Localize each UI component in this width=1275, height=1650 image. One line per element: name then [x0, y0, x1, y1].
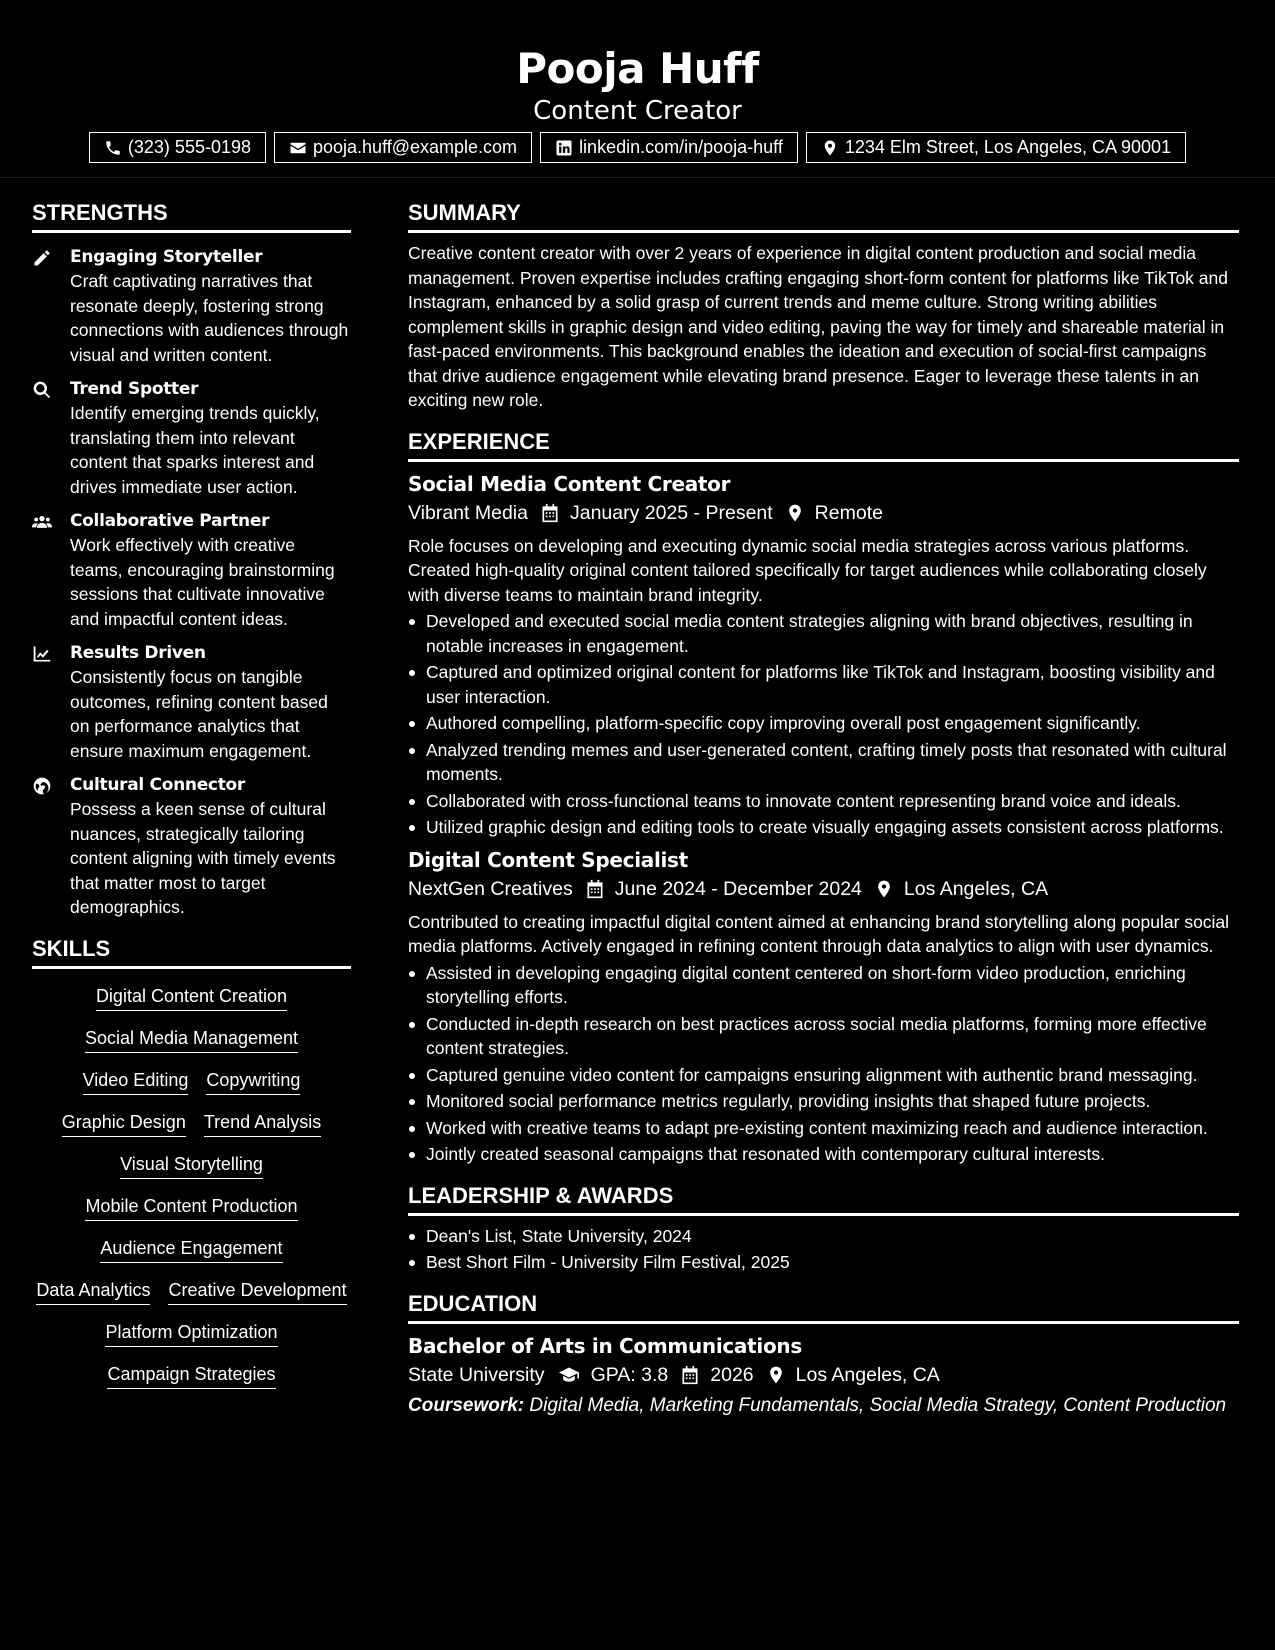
contact-linkedin[interactable]: linkedin.com/in/pooja-huff	[540, 132, 798, 163]
chart-line-icon	[32, 644, 52, 664]
skill-tag: Mobile Content Production	[85, 1193, 297, 1221]
coursework	[408, 1394, 1239, 1419]
strength-desc: Identify emerging trends quickly, translating them into relevant content that sparks interest and drives immediate user action.	[70, 403, 320, 497]
degree-title: Bachelor of Arts in Communications	[408, 1333, 802, 1358]
skill-tag: Copywriting	[206, 1067, 300, 1095]
education-heading: EDUCATION	[408, 1289, 1239, 1324]
list-item: Utilized graphic design and editing tools to create visually engaging assets consistent across platforms.	[408, 815, 1239, 840]
strength-item	[32, 377, 351, 499]
list-item: Dean's List, State University, 2024	[408, 1224, 1239, 1249]
strength-title: Engaging Storyteller	[70, 247, 263, 267]
job-bullets	[408, 961, 1239, 1167]
candidate-name: Pooja Huff	[516, 44, 759, 93]
skills-list	[32, 983, 351, 1389]
strength-item	[32, 509, 351, 631]
users-icon	[32, 512, 52, 532]
right-column	[408, 198, 1239, 1418]
candidate-title: Content Creator	[533, 96, 742, 126]
graduation-cap-icon	[557, 1365, 581, 1385]
coursework-list: Digital Media, Marketing Fundamentals, Social Media Strategy, Content Production	[529, 1394, 1227, 1416]
resume-header	[0, 0, 1275, 178]
strength-desc: Work effectively with creative teams, encouraging brainstorming sessions that cultivate innovative and impactful content ideas.	[70, 535, 335, 629]
list-item: Analyzed trending memes and user-generated content, crafting timely posts that resonated with cultural moments.	[408, 738, 1239, 787]
job-title: Social Media Content Creator	[408, 471, 731, 496]
contact-email[interactable]: pooja.huff@example.com	[274, 132, 532, 163]
skill-tag: Data Analytics	[36, 1277, 150, 1305]
skill-tag: Campaign Strategies	[107, 1361, 275, 1389]
leadership-heading: LEADERSHIP & AWARDS	[408, 1181, 1239, 1216]
skill-tag: Visual Storytelling	[120, 1151, 263, 1179]
contact-phone[interactable]: (323) 555-0198	[89, 132, 266, 163]
envelope-icon	[289, 139, 307, 157]
job-meta	[408, 874, 1239, 904]
globe-icon	[32, 776, 52, 796]
summary-heading: SUMMARY	[408, 198, 1239, 233]
job-entry	[408, 846, 1239, 1167]
list-item: Jointly created seasonal campaigns that resonated with contemporary cultural interests.	[408, 1142, 1239, 1167]
list-item: Captured genuine video content for campaigns ensuring alignment with authentic brand messaging.	[408, 1063, 1239, 1088]
skill-tag: Trend Analysis	[204, 1109, 321, 1137]
skill-tag: Audience Engagement	[100, 1235, 282, 1263]
strength-item	[32, 773, 351, 920]
strength-item	[32, 641, 351, 763]
school-name: State University	[408, 1363, 545, 1386]
strength-item	[32, 245, 351, 367]
list-item: Captured and optimized original content for platforms like TikTok and Instagram, boosting visibility and user interaction.	[408, 660, 1239, 709]
contact-bar	[0, 132, 1275, 163]
job-description: Contributed to creating impactful digital content aimed at enhancing brand storytelling along popular social media platforms. Actively engaged in refining content through data analytics to align with user dynamics.	[408, 911, 1230, 956]
strength-title: Trend Spotter	[70, 379, 199, 399]
list-item: Collaborated with cross-functional teams to innovate content representing brand voice and ideals.	[408, 789, 1239, 814]
job-dates: January 2025 - Present	[569, 501, 773, 524]
strength-desc: Possess a keen sense of cultural nuances, strategically tailoring content aligning with timely events that matter most to target demographics.	[70, 799, 336, 917]
strength-desc: Consistently focus on tangible outcomes, refining content based on performance analytics that ensure maximum engagement.	[70, 667, 328, 761]
awards-list	[408, 1224, 1239, 1275]
summary-text: Creative content creator with over 2 years of experience in digital content production and social media management. Proven expertise includes crafting engaging short-form content for platforms like TikTok and Instagram, enhanced by a solid grasp of current trends and meme culture. Strong writing abilities complement skills in graphic design and video editing, paving the way for timely and shareable material in fast-paced environments. This background enables the ideation and execution of social-first campaigns that drive audience engagement while elevating brand presence. Eager to leverage these talents in an exciting new role.	[408, 243, 1228, 410]
job-company: NextGen Creatives	[408, 877, 573, 900]
list-item: Best Short Film - University Film Festival, 2025	[408, 1250, 1239, 1275]
gpa: GPA: 3.8	[590, 1363, 669, 1386]
map-pin-icon	[766, 1365, 786, 1385]
coursework-label: Coursework:	[408, 1394, 525, 1416]
strength-title: Results Driven	[70, 643, 206, 663]
graduation-year: 2026	[710, 1363, 754, 1386]
job-title: Digital Content Specialist	[408, 847, 688, 872]
job-bullets	[408, 609, 1239, 840]
skills-heading: SKILLS	[32, 934, 351, 969]
job-meta	[408, 498, 1239, 528]
skill-tag: Video Editing	[83, 1067, 189, 1095]
list-item: Developed and executed social media content strategies aligning with brand objectives, resulting in notable increases in engagement.	[408, 609, 1239, 658]
skill-tag: Digital Content Creation	[96, 983, 287, 1011]
strength-title: Cultural Connector	[70, 775, 245, 795]
map-pin-icon	[874, 879, 894, 899]
linkedin-icon	[555, 139, 573, 157]
skill-tag: Platform Optimization	[105, 1319, 277, 1347]
school-location: Los Angeles, CA	[795, 1363, 940, 1386]
phone-icon	[104, 139, 122, 157]
search-icon	[32, 380, 52, 400]
experience-heading: EXPERIENCE	[408, 427, 1239, 462]
pencil-icon	[32, 248, 52, 268]
education-meta	[408, 1360, 1239, 1390]
strength-title: Collaborative Partner	[70, 511, 270, 531]
calendar-icon	[540, 503, 560, 523]
job-entry	[408, 470, 1239, 840]
map-pin-icon	[821, 139, 839, 157]
job-location: Remote	[814, 501, 883, 524]
skill-tag: Graphic Design	[62, 1109, 186, 1137]
left-column	[32, 198, 351, 1389]
list-item: Assisted in developing engaging digital content centered on short-form video production, enriching storytelling efforts.	[408, 961, 1239, 1010]
list-item: Conducted in-depth research on best practices across social media platforms, forming more effective content strategies.	[408, 1012, 1239, 1061]
list-item: Monitored social performance metrics regularly, providing insights that shaped future projects.	[408, 1089, 1239, 1114]
calendar-icon	[585, 879, 605, 899]
skill-tag: Creative Development	[168, 1277, 346, 1305]
strengths-heading: STRENGTHS	[32, 198, 351, 233]
list-item: Authored compelling, platform-specific copy improving overall post engagement significantly.	[408, 711, 1239, 736]
list-item: Worked with creative teams to adapt pre-existing content maximizing reach and audience interaction.	[408, 1116, 1239, 1141]
job-dates: June 2024 - December 2024	[614, 877, 862, 900]
job-description: Role focuses on developing and executing dynamic social media strategies across various platforms. Created high-quality original content tailored specifically for target audiences while collaborating closely with diverse teams to maintain brand integrity.	[408, 535, 1207, 605]
contact-address[interactable]: 1234 Elm Street, Los Angeles, CA 90001	[806, 132, 1186, 163]
map-pin-icon	[785, 503, 805, 523]
skill-tag: Social Media Management	[85, 1025, 298, 1053]
strength-desc: Craft captivating narratives that resonate deeply, fostering strong connections with audiences through visual and written content.	[70, 271, 349, 365]
job-location: Los Angeles, CA	[903, 877, 1049, 900]
calendar-icon	[680, 1365, 700, 1385]
job-company: Vibrant Media	[408, 501, 528, 524]
